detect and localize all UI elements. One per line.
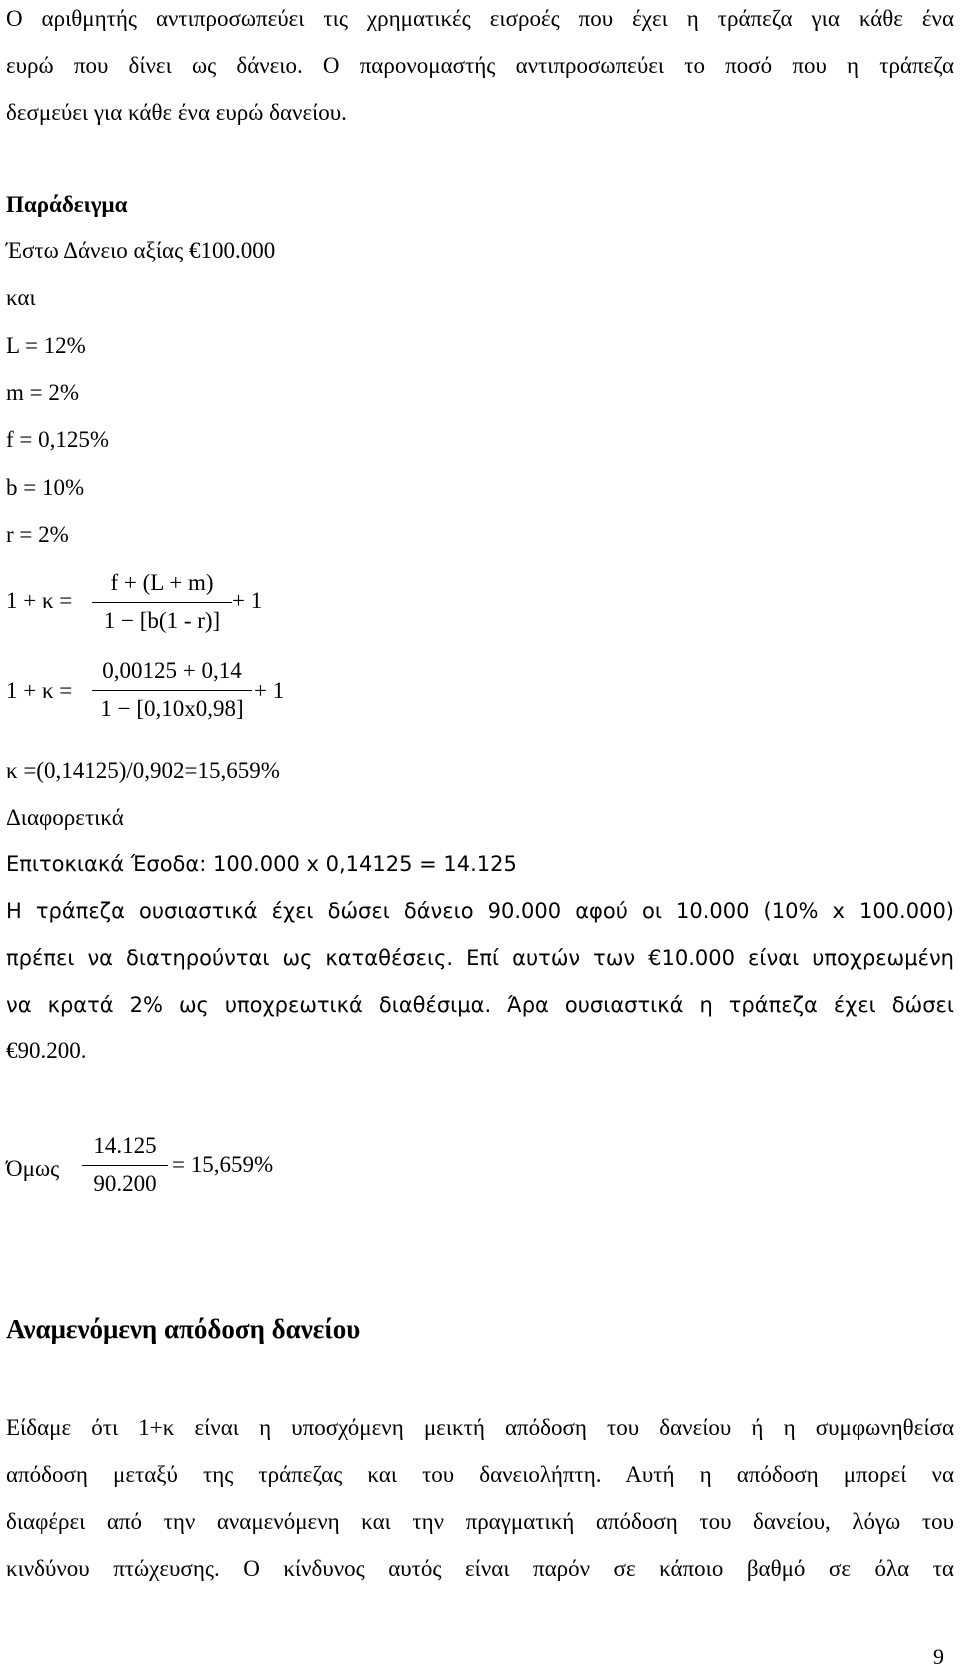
- param-r: r = 2%: [6, 522, 69, 547]
- however-result: = 15,659%: [172, 1152, 274, 1177]
- equation-2-denominator: 1 − [0,10x0,98]: [100, 696, 244, 721]
- section-body-line-3: διαφέρει από την αναμενόμενη και την πραγματική απόδοση του δανείου, λόγω του: [6, 1509, 954, 1534]
- example-heading: Παράδειγμα: [6, 192, 128, 217]
- however-fraction-bar: [82, 1165, 168, 1166]
- explanation-line-4: €90.200.: [6, 1038, 87, 1063]
- intro-line-3: δεσμεύει για κάθε ένα ευρώ δανείου.: [6, 100, 347, 125]
- param-m: m = 2%: [6, 380, 80, 405]
- alternative-line: Διαφορετικά: [6, 805, 124, 830]
- section-body-line-2: απόδοση μεταξύ της τράπεζας και του δανειολήπτη. Αυτή η απόδοση μπορεί να: [6, 1462, 954, 1487]
- explanation-line-3: να κρατά 2% ως υποχρεωτικά διαθέσιμα. Άρα ουσιαστικά η τράπεζα έχει δώσει: [6, 993, 954, 1017]
- however-denominator: 90.200: [93, 1171, 157, 1196]
- param-b: b = 10%: [6, 475, 85, 500]
- section-body-line-1: Είδαμε ότι 1+κ είναι η υποσχόμενη μεικτή απόδοση του δανείου ή η συμφωνηθείσα: [6, 1415, 954, 1440]
- param-L: L = 12%: [6, 333, 86, 358]
- equation-1-numerator: f + (L + m): [110, 570, 214, 595]
- equation-2-numerator: 0,00125 + 0,14: [102, 658, 242, 683]
- intro-line-1: Ο αριθμητής αντιπροσωπεύει τις χρηματικές εισροές που έχει η τράπεζα για κάθε ένα: [6, 6, 954, 31]
- page-number: 9: [933, 1644, 944, 1669]
- explanation-line-2: πρέπει να διατηρούνται ως καταθέσεις. Επί αυτών των €10.000 είναι υποχρεωμένη: [6, 946, 954, 970]
- equation-1-fraction-bar: [92, 602, 232, 603]
- equation-1-lhs: 1 + κ =: [6, 588, 73, 613]
- intro-line-2: ευρώ που δίνει ως δάνειο. Ο παρονομαστής αντιπροσωπεύει το ποσό που η τράπεζα: [6, 53, 954, 78]
- and-line: και: [6, 285, 36, 310]
- section-body-line-4: κινδύνου πτώχευσης. Ο κίνδυνος αυτός είναι παρόν σε κάποιο βαθμό σε όλα τα: [6, 1556, 954, 1581]
- equation-2-fraction-bar: [92, 690, 252, 691]
- equation-1-denominator: 1 − [b(1 - r)]: [103, 608, 221, 633]
- equation-2-lhs: 1 + κ =: [6, 678, 73, 703]
- param-f: f = 0,125%: [6, 427, 110, 452]
- however-label: Όμως: [6, 1156, 60, 1181]
- income-line: Επιτοκιακά Έσοδα: 100.000 x 0,14125 = 14.125: [6, 852, 517, 876]
- equation-1-plus-one: + 1: [232, 588, 263, 613]
- equation-2-plus-one: + 1: [254, 678, 285, 703]
- result-line: κ =(0,14125)/0,902=15,659%: [6, 758, 280, 783]
- loan-line: Έστω Δάνειο αξίας €100.000: [6, 238, 276, 263]
- section-title: Αναμενόμενη απόδοση δανείου: [6, 1314, 361, 1344]
- however-numerator: 14.125: [93, 1133, 157, 1158]
- explanation-line-1: Η τράπεζα ουσιαστικά έχει δώσει δάνειο 90.000 αφού οι 10.000 (10% x 100.000): [6, 899, 954, 923]
